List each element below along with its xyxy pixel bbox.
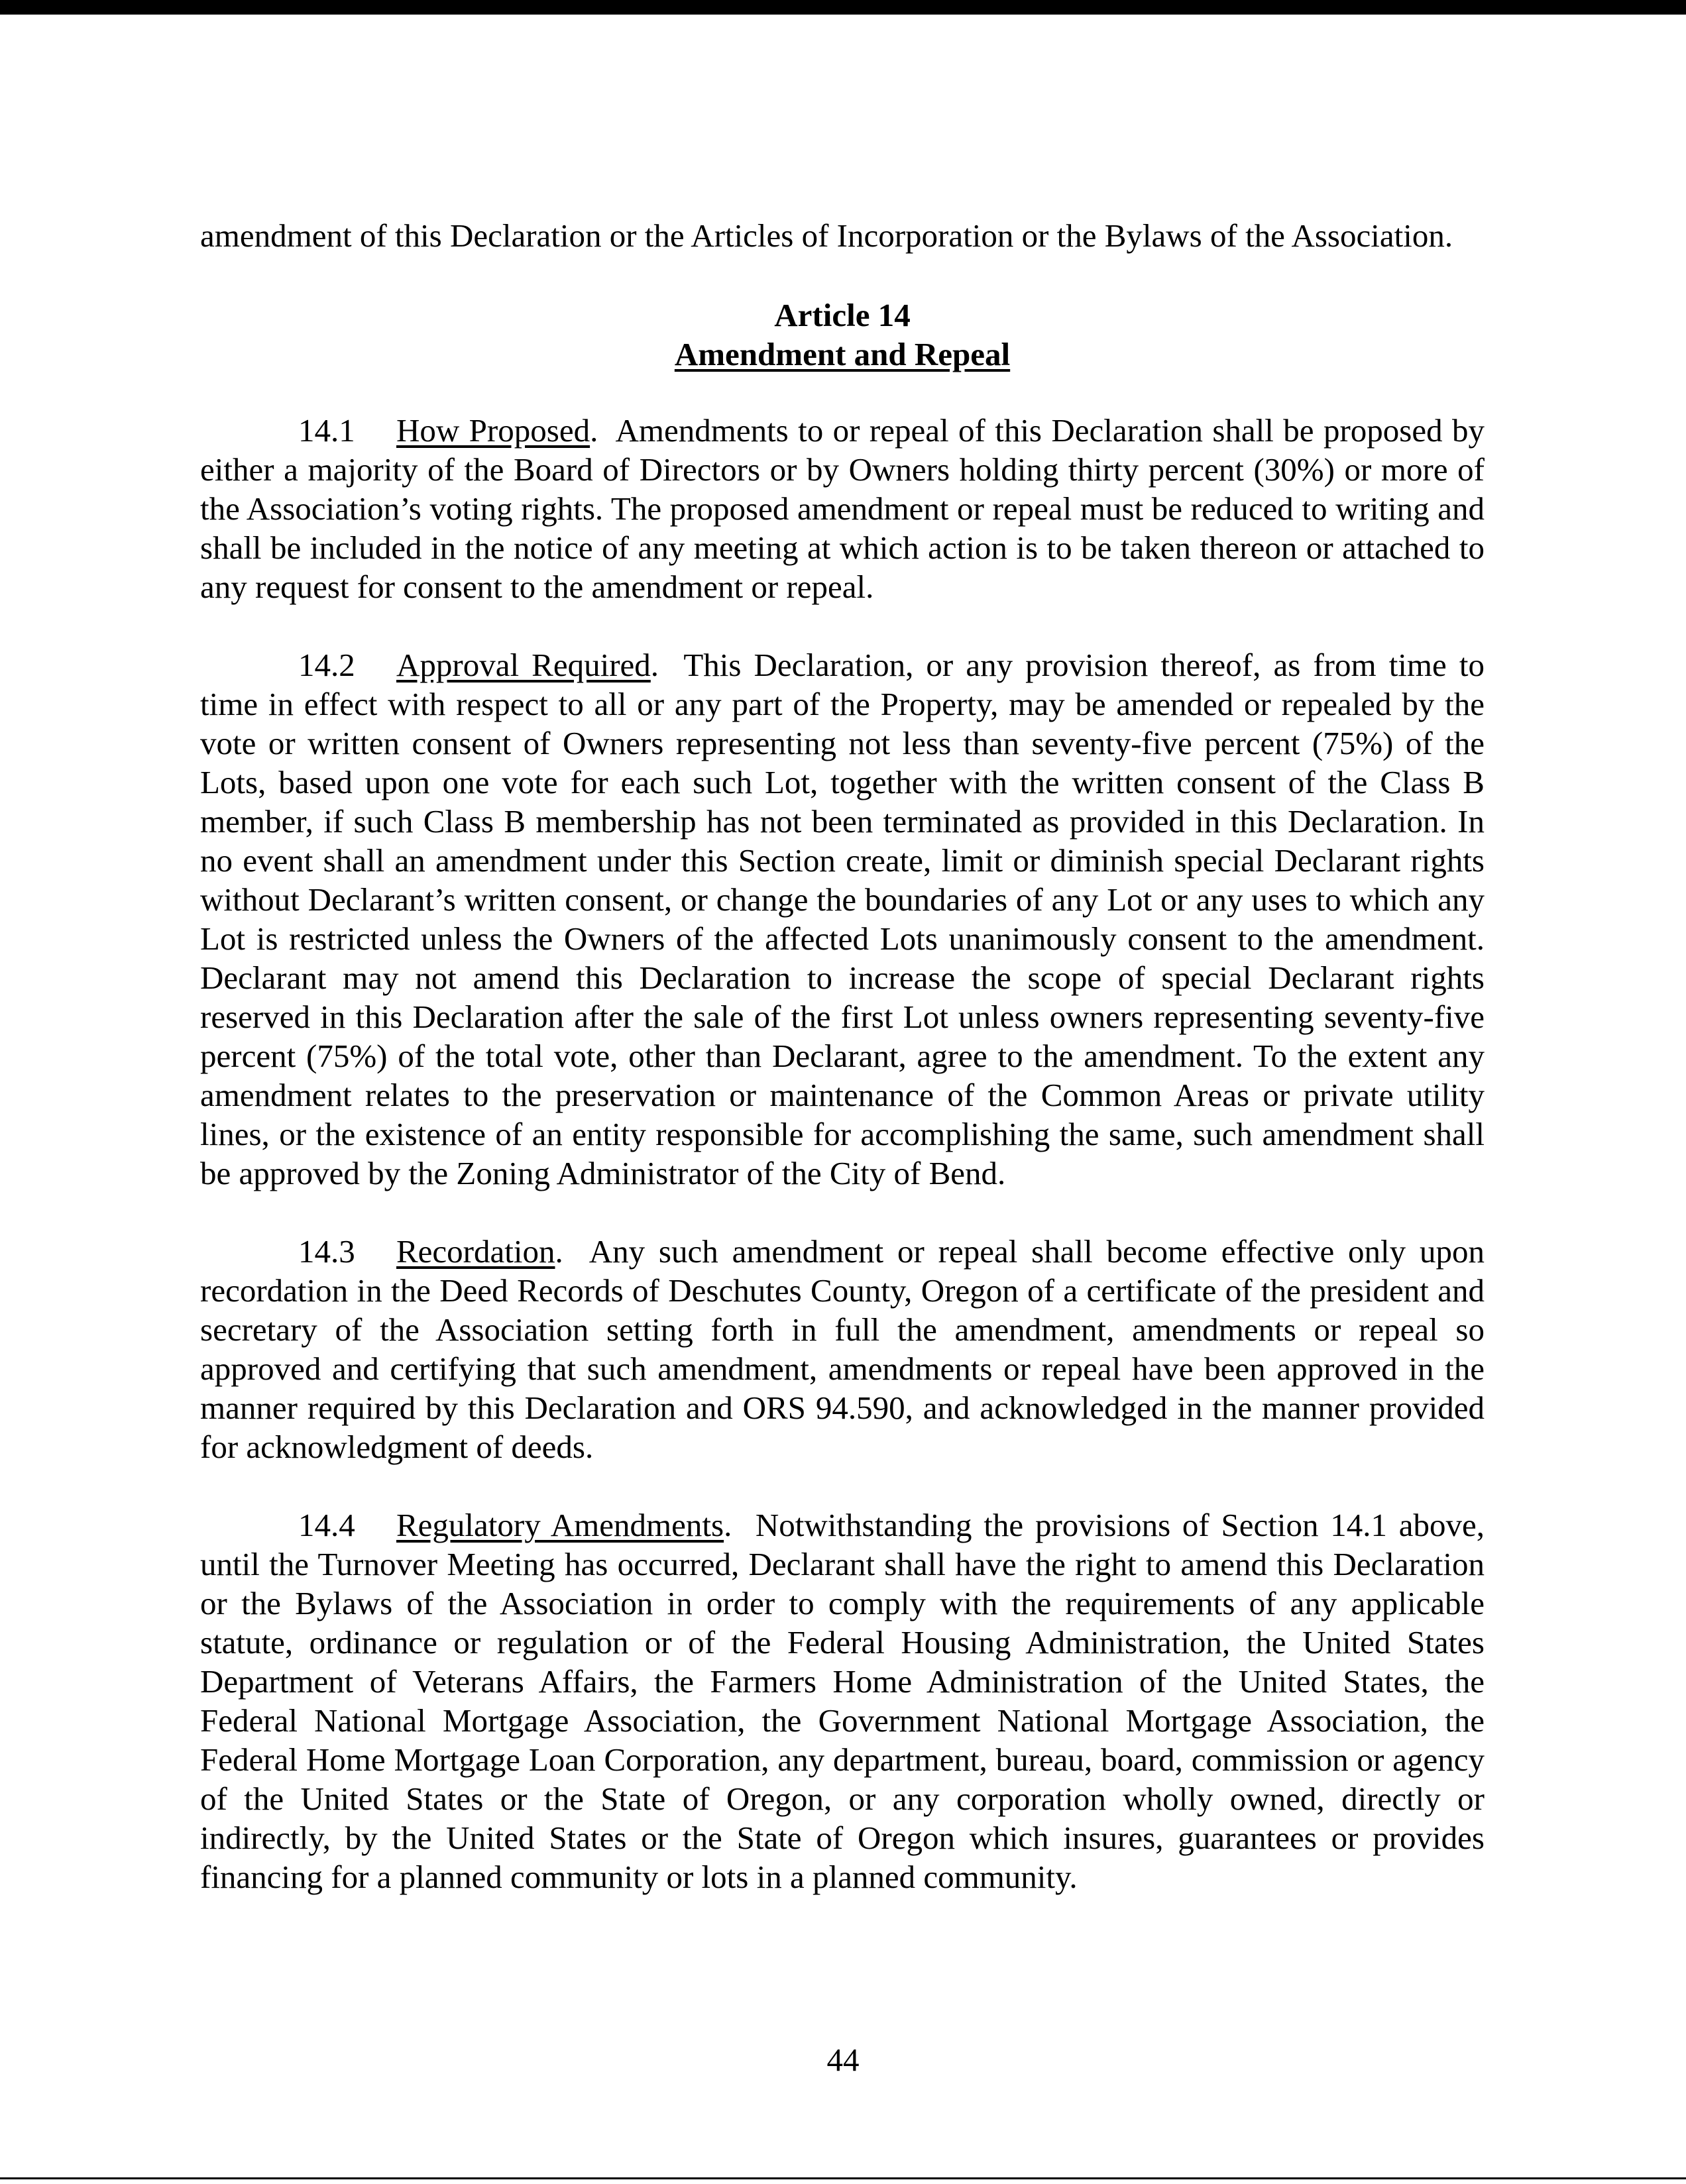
scan-bottom-border bbox=[0, 2177, 1686, 2179]
section-number: 14.4 bbox=[298, 1507, 355, 1543]
section-body: Any such amendment or repeal shall become effective only upon recordation in the Deed Records of Deschutes County, Oregon of a certificate of the president and secretary of the Association setting forth in full the amendment, amendments or repeal so approved and certifying that such amendment, amendments or repeal have been approved in the manner required by this Declaration and ORS 94.590, and acknowledged in the manner provided for acknowledgment of deeds. bbox=[200, 1233, 1485, 1465]
section-caption: Approval Required bbox=[396, 647, 651, 683]
section-14-3: 14.3 Recordation. Any such amendment or repeal shall become effective only upon recordation in the Deed Records of Deschutes County, Oregon of a certificate of the president and secretary of the Association setting forth in full the amendment, amendments or repeal so approved and certifying that such amendment, amendments or repeal have been approved in the manner required by this Declaration and ORS 94.590, and acknowledged in the manner provided for acknowledgment of deeds. bbox=[200, 1233, 1485, 1465]
article-heading bbox=[200, 296, 1485, 374]
article-title bbox=[200, 335, 1485, 374]
section-caption: How Proposed bbox=[396, 412, 590, 449]
section-body: Notwithstanding the provisions of Section 14.1 above, until the Turnover Meeting has occurred, Declarant shall have the right to amend this Declaration or the Bylaws of the Association in order to comply with the requirements of any applicable statute, ordinance or regulation or of the Federal Housing Administration, the United States Department of Veterans Affairs, the Farmers Home Administration of the United States, the Federal National Mortgage Association, the Government National Mortgage Association, the Federal Home Mortgage Loan Corporation, any department, bureau, board, commission or agency of the United States or the State of Oregon, or any corporation wholly owned, directly or indirectly, by the United States or the State of Oregon which insures, guarantees or provides financing for a planned community or lots in a planned community. bbox=[200, 1507, 1485, 1895]
page-number: 44 bbox=[826, 2042, 860, 2078]
intro-paragraph: amendment of this Declaration or the Articles of Incorporation or the Bylaws of the Association. bbox=[200, 217, 1453, 254]
section-14-2: 14.2 Approval Required. This Declaration, or any provision thereof, as from time to time in effect with respect to all or any part of the Property, may be amended or repealed by the vote or written consent of Owners representing not less than seventy-five percent (75%) of the Lots, based upon one vote for each such Lot, together with the written consent of the Class B member, if such Class B membership has not been terminated as provided in this Declaration. In no event shall an amendment under this Section create, limit or diminish special Declarant rights without Declarant’s written consent, or change the boundaries of any Lot or any uses to which any Lot is restricted unless the Owners of the affected Lots unanimously consent to the amendment. Declarant may not amend this Declaration to increase the scope of special Declarant rights reserved in this Declaration after the sale of the first Lot unless owners representing seventy-five percent (75%) of the total vote, other than Declarant, agree to the amendment. To the extent any amendment relates to the preservation or maintenance of the Common Areas or private utility lines, or the existence of an entity responsible for accomplishing the same, such amendment shall be approved by the Zoning Administrator of the City of Bend. bbox=[200, 647, 1485, 1191]
section-body: Amendments to or repeal of this Declaration shall be proposed by either a majority of the Board of Directors or by Owners holding thirty percent (30%) or more of the Association’s voting rights. The proposed amendment or repeal must be reduced to writing and shall be included in the notice of any meeting at which action is to be taken thereon or attached to any request for consent to the amendment or repeal. bbox=[200, 412, 1485, 605]
section-14-4: 14.4 Regulatory Amendments. Notwithstanding the provisions of Section 14.1 above, until the Turnover Meeting has occurred, Declarant shall have the right to amend this Declaration or the Bylaws of the Association in order to comply with the requirements of any applicable statute, ordinance or regulation or of the Federal Housing Administration, the United States Department of Veterans Affairs, the Farmers Home Administration of the United States, the Federal National Mortgage Association, the Government National Mortgage Association, the Federal Home Mortgage Loan Corporation, any department, bureau, board, commission or agency of the United States or the State of Oregon, or any corporation wholly owned, directly or indirectly, by the United States or the State of Oregon which insures, guarantees or provides financing for a planned community or lots in a planned community. bbox=[200, 1507, 1485, 1895]
section-caption: Recordation bbox=[396, 1233, 555, 1270]
section-14-1: 14.1 How Proposed. Amendments to or repeal of this Declaration shall be proposed by either a majority of the Board of Directors or by Owners holding thirty percent (30%) or more of the Association’s voting rights. The proposed amendment or repeal must be reduced to writing and shall be included in the notice of any meeting at which action is to be taken thereon or attached to any request for consent to the amendment or repeal. bbox=[200, 412, 1485, 605]
scan-top-border bbox=[0, 0, 1686, 15]
section-body: This Declaration, or any provision thereof, as from time to time in effect with respect to all or any part of the Property, may be amended or repealed by the vote or written consent of Owners representing not less than seventy-five percent (75%) of the Lots, based upon one vote for each such Lot, together with the written consent of the Class B member, if such Class B membership has not been terminated as provided in this Declaration. In no event shall an amendment under this Section create, limit or diminish special Declarant rights without Declarant’s written consent, or change the boundaries of any Lot or any uses to which any Lot is restricted unless the Owners of the affected Lots unanimously consent to the amendment. Declarant may not amend this Declaration to increase the scope of special Declarant rights reserved in this Declaration after the sale of the first Lot unless owners representing seventy-five percent (75%) of the total vote, other than Declarant, agree to the amendment. To the extent any amendment relates to the preservation or maintenance of the Common Areas or private utility lines, or the existence of an entity responsible for accomplishing the same, such amendment shall be approved by the Zoning Administrator of the City of Bend. bbox=[200, 647, 1485, 1191]
document-page bbox=[200, 216, 1485, 1896]
section-number: 14.1 bbox=[298, 412, 355, 449]
section-number: 14.2 bbox=[298, 647, 355, 683]
article-title-text: Amendment and Repeal bbox=[674, 336, 1011, 372]
article-number: Article 14 bbox=[774, 297, 911, 333]
section-caption: Regulatory Amendments bbox=[396, 1507, 724, 1543]
section-number: 14.3 bbox=[298, 1233, 355, 1270]
